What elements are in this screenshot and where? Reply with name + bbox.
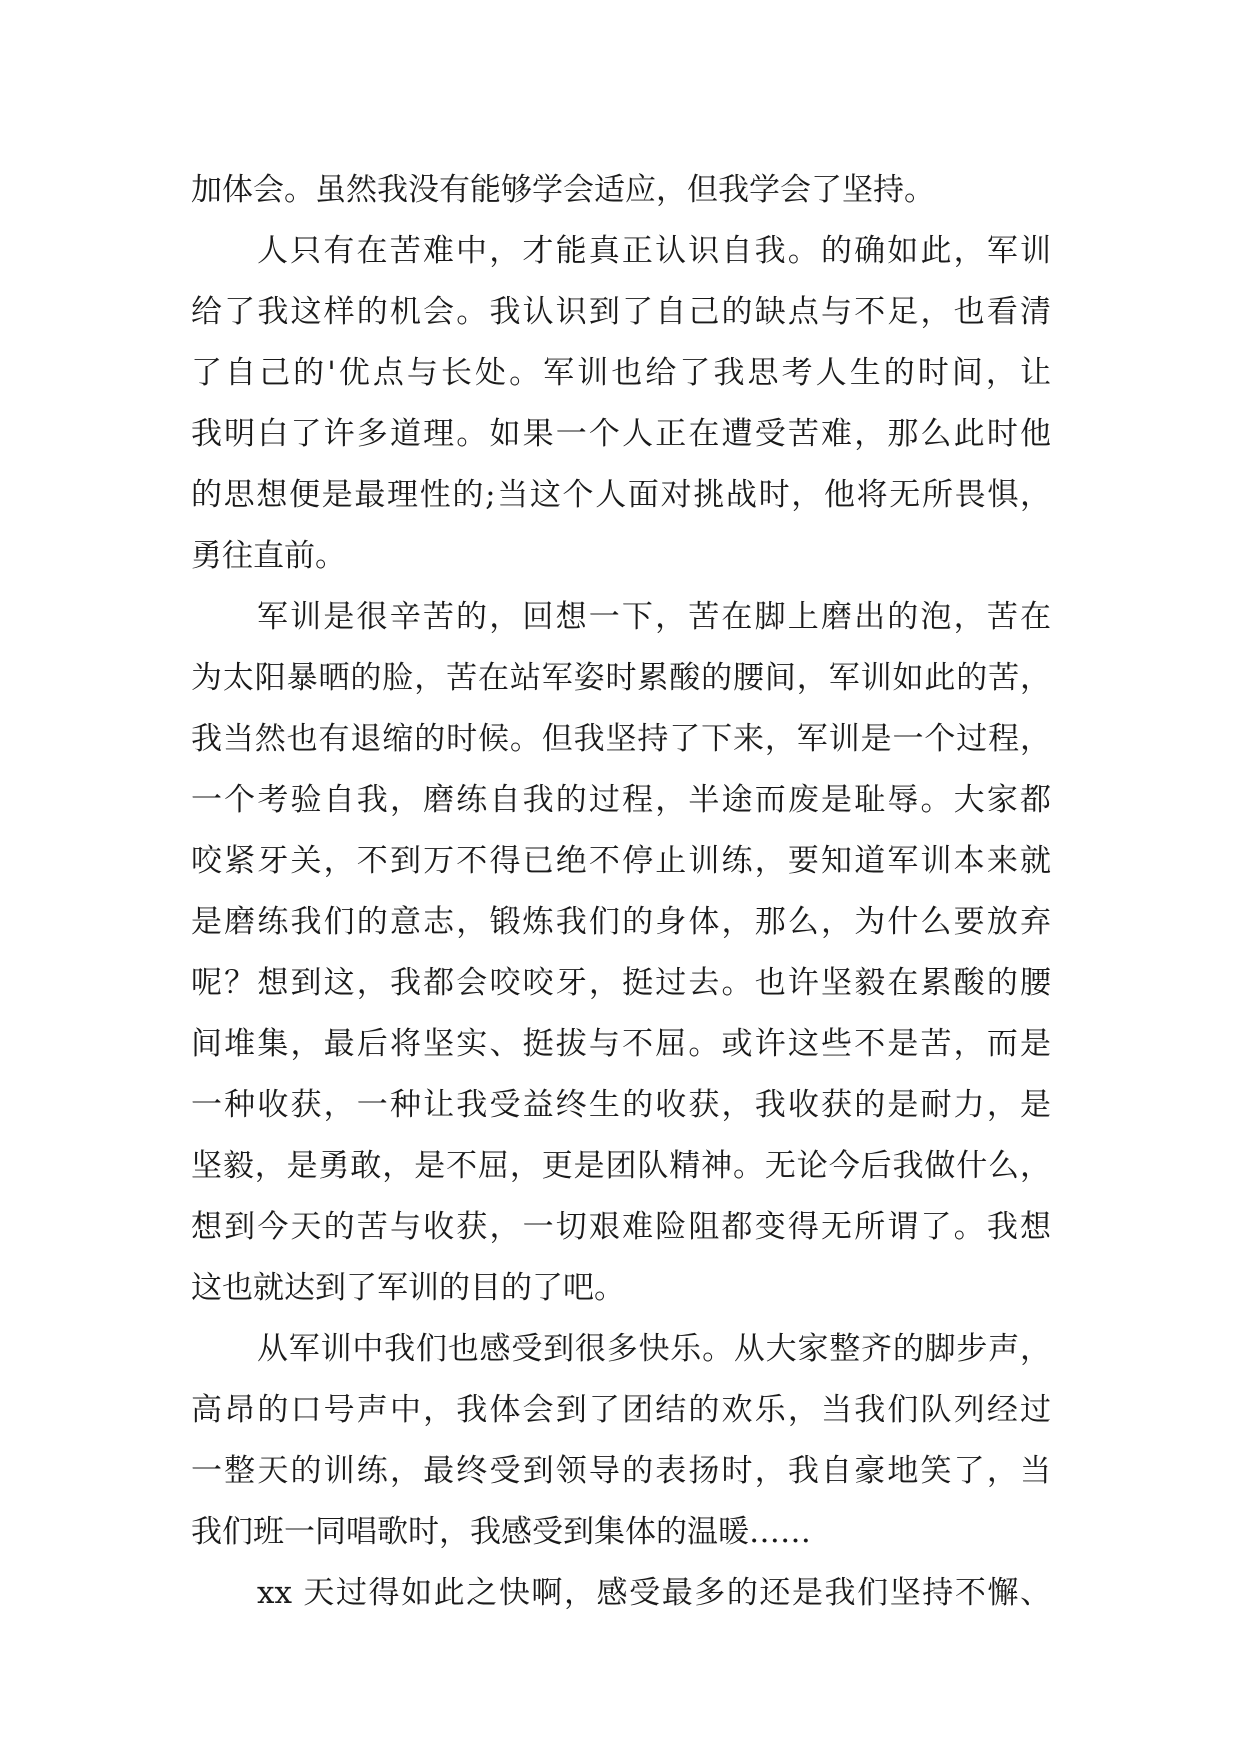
text-line: 加体会。虽然我没有能够学会适应，但我学会了坚持。 [191, 172, 935, 208]
text-line: 给了我这样的机会。我认识到了自己的缺点与不足，也看清 [191, 294, 1051, 330]
text-line: 我们班一同唱歌时，我感受到集体的温暖…… [191, 1514, 811, 1550]
text-line: 一个考验自我，磨练自我的过程，半途而废是耻辱。大家都 [191, 782, 1051, 818]
text-line: 高昂的口号声中，我体会到了团结的欢乐，当我们队列经过 [191, 1392, 1051, 1428]
text-line: 呢？想到这，我都会咬咬牙，挺过去。也许坚毅在累酸的腰 [191, 965, 1051, 1001]
text-line: 是磨练我们的意志，锻炼我们的身体，那么，为什么要放弃 [191, 904, 1051, 940]
text-line: 我明白了许多道理。如果一个人正在遭受苦难，那么此时他 [191, 416, 1051, 452]
text-line: 间堆集，最后将坚实、挺拔与不屈。或许这些不是苦，而是 [191, 1026, 1051, 1062]
paragraph-start-line: 人只有在苦难中，才能真正认识自我。的确如此，军训 [257, 233, 1051, 269]
paragraph-start-line: 从军训中我们也感受到很多快乐。从大家整齐的脚步声， [257, 1331, 1051, 1367]
text-line: 了自己的'优点与长处。军训也给了我思考人生的时间，让 [191, 355, 1051, 391]
text-line: 这也就达到了军训的目的了吧。 [191, 1270, 625, 1306]
text-line: 一整天的训练，最终受到领导的表扬时，我自豪地笑了，当 [191, 1453, 1051, 1489]
text-line: 咬紧牙关，不到万不得已绝不停止训练，要知道军训本来就 [191, 843, 1051, 879]
text-line: 一种收获，一种让我受益终生的收获，我收获的是耐力，是 [191, 1087, 1051, 1123]
text-line: 我当然也有退缩的时候。但我坚持了下来，军训是一个过程， [191, 721, 1051, 757]
text-line: 的思想便是最理性的;当这个人面对挑战时，他将无所畏惧， [191, 477, 1051, 513]
paragraph-start-line: 军训是很辛苦的，回想一下，苦在脚上磨出的泡，苦在 [257, 599, 1051, 635]
text-line: 想到今天的苦与收获，一切艰难险阻都变得无所谓了。我想 [191, 1209, 1051, 1245]
paragraph-start-line: xx 天过得如此之快啊，感受最多的还是我们坚持不懈、 [257, 1575, 1051, 1611]
text-line: 勇往直前。 [191, 538, 346, 574]
text-line: 为太阳暴晒的脸，苦在站军姿时累酸的腰间，军训如此的苦， [191, 660, 1051, 696]
text-line: 坚毅，是勇敢，是不屈，更是团队精神。无论今后我做什么， [191, 1148, 1051, 1184]
document-body [191, 160, 1051, 1624]
